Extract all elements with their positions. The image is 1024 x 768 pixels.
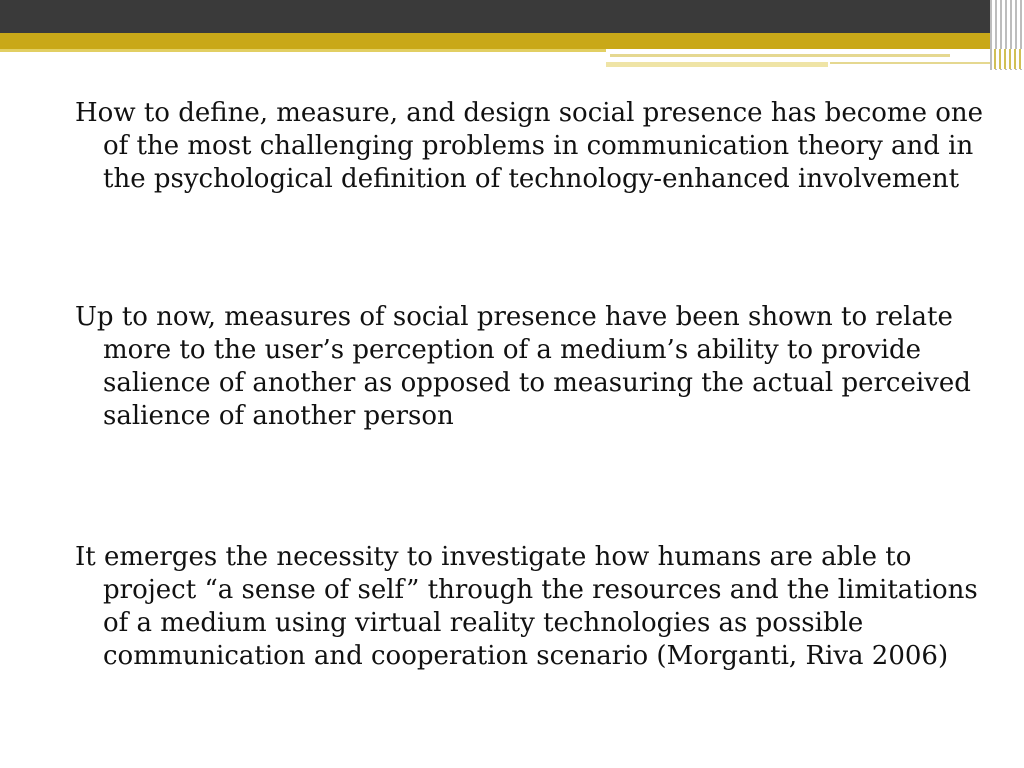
paragraph-2: Up to now, measures of social presence have been shown to relate more to the user’s perception of a medium’s ability to provide salience of another as opposed to measuring the actual perceived salience of another person	[75, 302, 971, 431]
header-stripes-decoration	[994, 49, 1024, 69]
header-dark-band	[0, 0, 1024, 33]
header-accent-line	[830, 62, 1000, 64]
header-gold-band	[0, 33, 1024, 49]
paragraph-3: It emerges the necessity to investigate how humans are able to project “a sense of self” through the resources and the limitations of a medium using virtual reality technologies as possible communication and cooperation scenario (Morganti, Riva 2006)	[75, 542, 978, 671]
header-accent-line	[606, 62, 828, 67]
header-gold-thin-line	[0, 49, 610, 52]
header-accent-line	[610, 54, 950, 57]
paragraph-1: How to define, measure, and design social presence has become one of the most challenging problems in communication theory and in the psychological definition of technology-enhanced involvement	[75, 98, 984, 194]
